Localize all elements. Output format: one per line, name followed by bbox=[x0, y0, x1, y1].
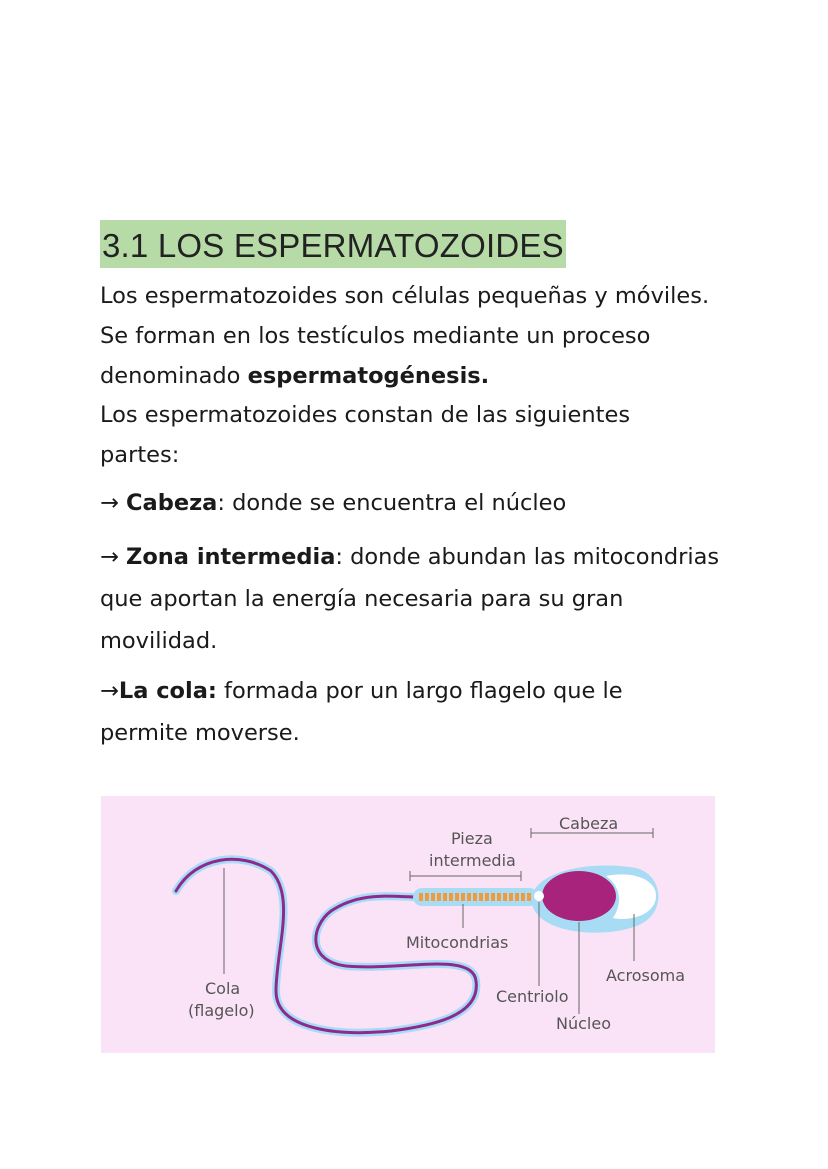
list-item-tail bbox=[100, 670, 623, 754]
label-flagelo: (flagelo) bbox=[188, 1001, 255, 1020]
item-text: : donde se encuentra el núcleo bbox=[217, 490, 567, 516]
intro-paragraph bbox=[100, 276, 709, 396]
label-intermedia: intermedia bbox=[429, 851, 516, 870]
parts-line-2: partes: bbox=[100, 442, 180, 468]
intro-line-2: Se forman en los testículos mediante un proceso bbox=[100, 323, 651, 349]
list-item-head bbox=[100, 484, 566, 522]
intro-line-1: Los espermatozoides son células pequeñas y móviles. bbox=[100, 283, 710, 309]
label-nucleo: Núcleo bbox=[556, 1014, 611, 1033]
item-term: Zona intermedia bbox=[126, 544, 336, 570]
centriole-shape bbox=[534, 891, 544, 901]
item-text: formada por un largo flagelo que le bbox=[216, 678, 623, 704]
item-text-line-2: que aportan la energía necesaria para su gran bbox=[100, 586, 624, 612]
sperm-diagram bbox=[101, 796, 715, 1053]
arrow-icon: → bbox=[100, 678, 119, 704]
item-text-line-3: movilidad. bbox=[100, 628, 218, 654]
intro-line-3: denominado bbox=[100, 363, 248, 389]
label-cabeza: Cabeza bbox=[559, 814, 619, 833]
label-acrosoma: Acrosoma bbox=[606, 966, 685, 985]
parts-line-1: Los espermatozoides constan de las siguientes bbox=[100, 402, 631, 428]
arrow-icon: → bbox=[100, 544, 127, 570]
spermatogenesis-term: espermatogénesis. bbox=[247, 363, 490, 389]
label-pieza: Pieza bbox=[451, 829, 493, 848]
label-cola: Cola bbox=[205, 979, 241, 998]
item-term: La cola: bbox=[118, 678, 217, 704]
nucleus-shape bbox=[542, 871, 616, 921]
item-text-line-2: permite moverse. bbox=[100, 720, 300, 746]
arrow-icon: → bbox=[100, 490, 127, 516]
item-text: : donde abundan las mitocondrias bbox=[335, 544, 720, 570]
label-mitocondrias: Mitocondrias bbox=[406, 933, 509, 952]
parts-paragraph bbox=[100, 395, 630, 475]
list-item-midpiece bbox=[100, 536, 719, 662]
section-heading: 3.1 LOS ESPERMATOZOIDES bbox=[100, 220, 566, 268]
sperm-diagram-svg bbox=[101, 796, 715, 1053]
item-term: Cabeza bbox=[126, 490, 218, 516]
label-centriolo: Centriolo bbox=[496, 987, 569, 1006]
